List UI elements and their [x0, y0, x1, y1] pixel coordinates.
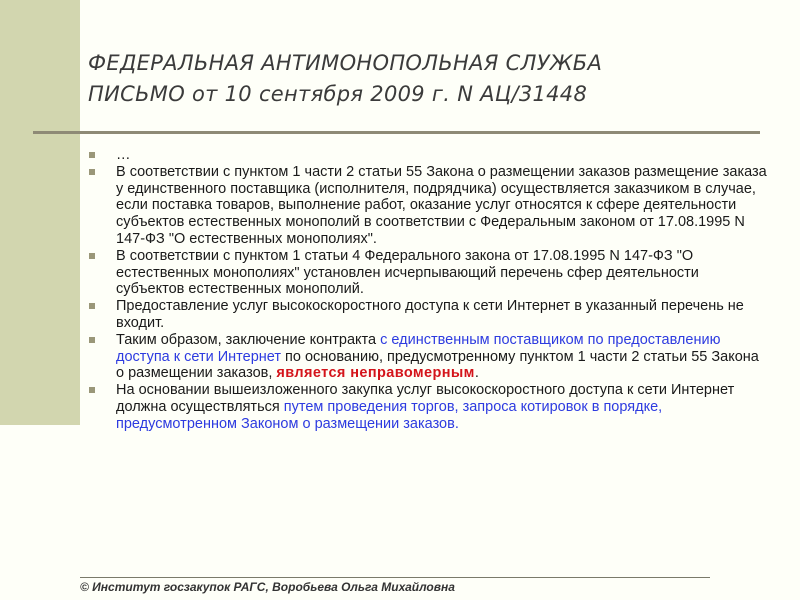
bullet-item: [88, 298, 768, 332]
bullet-text-2: В соответствии с пунктом 1 статьи 4 Федерального закона от 17.08.1995 N 147-ФЗ "О естественных монополиях" установлен исчерпывающий перечень сфер деятельности субъектов естественных монополий.: [116, 247, 699, 298]
footer-credit: © Институт госзакупок РАГС, Воробьева Ольга Михайловна: [80, 580, 455, 594]
bullet-text-1: В соответствии с пунктом 1 части 2 статьи 55 Закона о размещении заказов размещение заказа у единственного поставщика (исполнителя, подрядчика) осуществляется заказчиком в случае, если поставка товаров, выполнение работ, оказание услуг относятся к сфере деятельности субъектов естественных монополий в соответствии с Федеральным законом от 17.08.1995 N 147-ФЗ "О естественных монополиях".: [116, 163, 767, 247]
square-bullet-icon: [89, 303, 95, 309]
square-bullet-icon: [89, 152, 95, 158]
bullet-4-part-3: .: [474, 365, 479, 382]
bullet-5-blue-highlight: путем проведения торгов, запроса котировок в порядке, предусмотренном Законом о размещении заказов.: [116, 398, 663, 432]
slide-title: [88, 48, 768, 110]
bullet-text-ellipsis: …: [116, 147, 131, 163]
square-bullet-icon: [89, 169, 95, 175]
bullet-text-4: [116, 332, 759, 382]
square-bullet-icon: [89, 253, 95, 259]
bullet-5-part-1: На основании вышеизложенного закупка услуг высокоскоростного доступа к сети Интернет должна осуществляться: [116, 382, 735, 415]
bullet-item: [88, 147, 768, 164]
bullet-item: [88, 332, 768, 382]
bullet-4-blue-highlight: с единственным поставщиком по предоставлению доступа к сети Интернет: [116, 331, 721, 365]
title-divider: [33, 131, 760, 134]
footer-divider: [80, 577, 710, 578]
square-bullet-icon: [89, 387, 95, 393]
bullet-text-3: Предоставление услуг высокоскоростного доступа к сети Интернет в указанный перечень не входит.: [116, 298, 744, 331]
title-line-2: ПИСЬМО от 10 сентября 2009 г. N АЦ/31448: [88, 82, 588, 106]
title-line-1: ФЕДЕРАЛЬНАЯ АНТИМОНОПОЛЬНАЯ СЛУЖБА: [88, 51, 603, 75]
bullet-text-5: [116, 382, 734, 432]
bullet-item: [88, 164, 768, 248]
bullet-list: [88, 147, 768, 433]
bullet-4-red-highlight: является неправомерным: [276, 365, 475, 382]
decorative-side-bar: [0, 0, 80, 425]
bullet-item: [88, 248, 768, 298]
bullet-item: [88, 382, 768, 432]
bullet-4-part-2: по основанию, предусмотренному пунктом 1 части 2 статьи 55 Закона о размещении заказов,: [116, 348, 759, 382]
square-bullet-icon: [89, 337, 95, 343]
bullet-4-part-1: Таким образом, заключение контракта: [116, 331, 381, 348]
